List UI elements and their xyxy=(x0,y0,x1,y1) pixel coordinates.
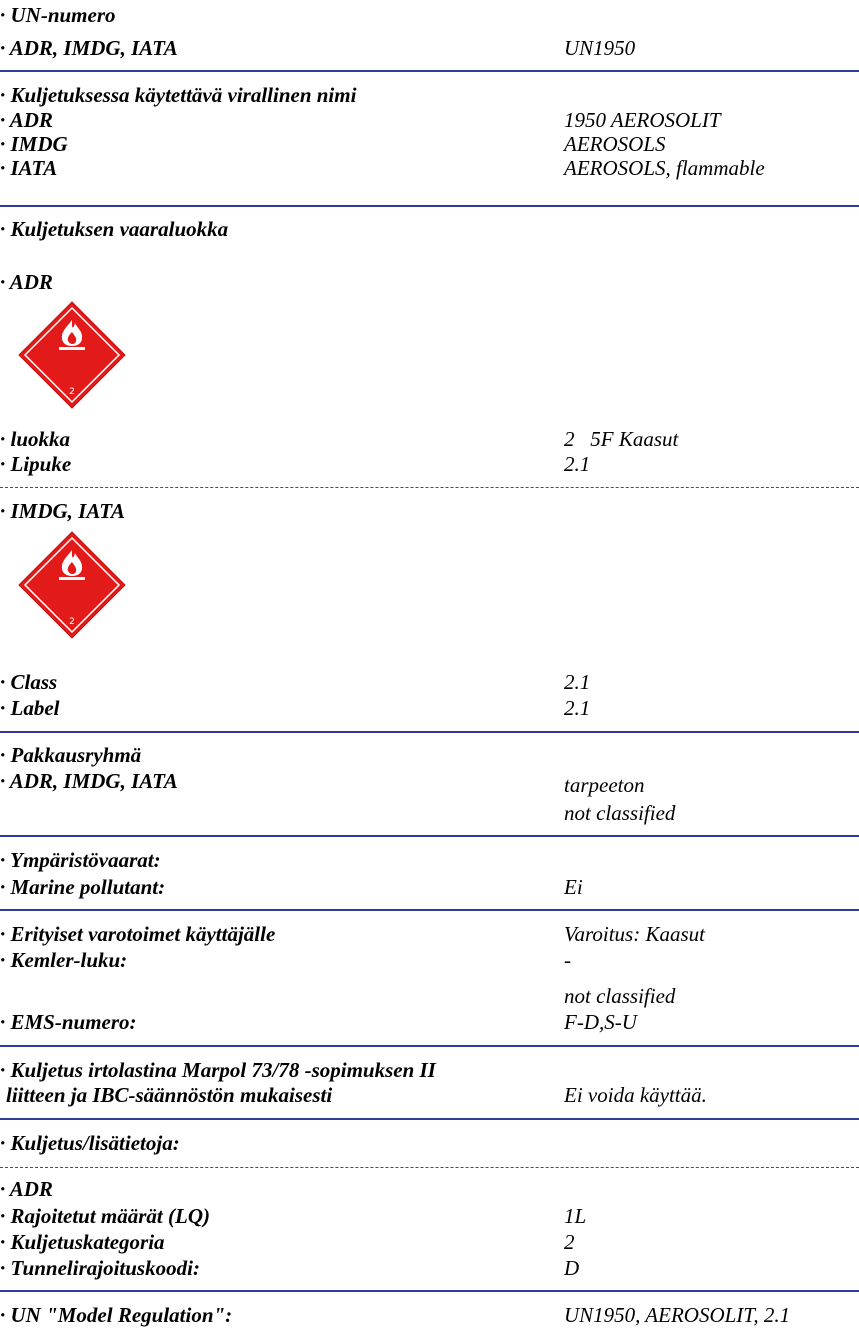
flammable-gas-diamond-icon xyxy=(17,530,127,640)
lq-label: · Rajoitetut määrät (LQ) xyxy=(0,1204,210,1228)
precautions-label: · Erityiset varotoimet käyttäjälle xyxy=(0,922,276,946)
dashed-divider xyxy=(0,1167,859,1168)
kemler-extra-value: not classified xyxy=(564,984,676,1008)
adr-label-value: 2.1 xyxy=(564,452,591,476)
adr-label-label: · Lipuke xyxy=(0,452,72,476)
adr-class-value: 2 5F Kaasut xyxy=(564,427,679,451)
flammable-gas-diamond-icon xyxy=(17,300,127,410)
ems-value: F-D,S-U xyxy=(564,1010,637,1034)
section-divider xyxy=(0,731,859,733)
tunnel-code-value: D xyxy=(564,1256,580,1280)
packing-group-value-1: tarpeeton xyxy=(564,773,645,797)
shipping-name-imdg-label: · IMDG xyxy=(0,132,68,156)
section-divider xyxy=(0,1118,859,1120)
shipping-name-heading: · Kuljetuksessa käytettävä virallinen nimi xyxy=(0,83,357,107)
tunnel-code-label: · Tunnelirajoituskoodi: xyxy=(0,1256,200,1280)
shipping-name-adr-value: 1950 AEROSOLIT xyxy=(564,108,721,132)
adr-details-heading: · ADR xyxy=(0,1177,53,1201)
bulk-line-1: · Kuljetus irtolastina Marpol 73/78 -sopimuksen II xyxy=(0,1058,436,1082)
hazard-class-number: 2 xyxy=(69,617,75,627)
dashed-divider xyxy=(0,487,859,488)
imdg-class-label: · Class xyxy=(0,670,58,694)
hazard-class-imdg-heading: · IMDG, IATA xyxy=(0,499,125,523)
marine-pollutant-label: · Marine pollutant: xyxy=(0,875,166,899)
hazard-class-adr-heading: · ADR xyxy=(0,270,53,294)
section-divider xyxy=(0,1045,859,1047)
bulk-value: Ei voida käyttää. xyxy=(564,1083,707,1107)
model-regulation-label: · UN "Model Regulation": xyxy=(0,1303,233,1327)
un-number-heading: · UN-numero xyxy=(0,3,116,27)
un-number-label: · ADR, IMDG, IATA xyxy=(0,36,178,60)
kemler-label: · Kemler-luku: xyxy=(0,948,128,972)
transport-category-label: · Kuljetuskategoria xyxy=(0,1230,165,1254)
shipping-name-iata-value: AEROSOLS, flammable xyxy=(564,156,765,180)
environment-heading: · Ympäristövaarat: xyxy=(0,848,161,872)
adr-class-label: · luokka xyxy=(0,427,71,451)
transport-info-heading: · Kuljetus/lisätietoja: xyxy=(0,1131,180,1155)
marine-pollutant-value: Ei xyxy=(564,875,583,899)
imdg-label-value: 2.1 xyxy=(564,696,591,720)
imdg-class-value: 2.1 xyxy=(564,670,591,694)
un-number-value: UN1950 xyxy=(564,36,636,60)
packing-group-label: · ADR, IMDG, IATA xyxy=(0,769,178,793)
packing-group-value-2: not classified xyxy=(564,801,676,825)
section-divider xyxy=(0,909,859,911)
shipping-name-adr-label: · ADR xyxy=(0,108,53,132)
section-divider xyxy=(0,70,859,72)
kemler-value: - xyxy=(564,948,571,972)
precautions-value: Varoitus: Kaasut xyxy=(564,922,705,946)
section-divider xyxy=(0,835,859,837)
hazard-class-number: 2 xyxy=(69,387,75,397)
section-divider xyxy=(0,205,859,207)
shipping-name-imdg-value: AEROSOLS xyxy=(564,132,666,156)
packing-group-heading: · Pakkausryhmä xyxy=(0,743,142,767)
section-divider xyxy=(0,1290,859,1292)
transport-category-value: 2 xyxy=(564,1230,575,1254)
shipping-name-iata-label: · IATA xyxy=(0,156,58,180)
hazard-class-heading: · Kuljetuksen vaaraluokka xyxy=(0,217,229,241)
ems-label: · EMS-numero: xyxy=(0,1010,137,1034)
bulk-line-2: liitteen ja IBC-säännöstön mukaisesti xyxy=(6,1083,333,1107)
model-regulation-value: UN1950, AEROSOLIT, 2.1 xyxy=(564,1303,791,1327)
imdg-label-label: · Label xyxy=(0,696,60,720)
lq-value: 1L xyxy=(564,1204,587,1228)
